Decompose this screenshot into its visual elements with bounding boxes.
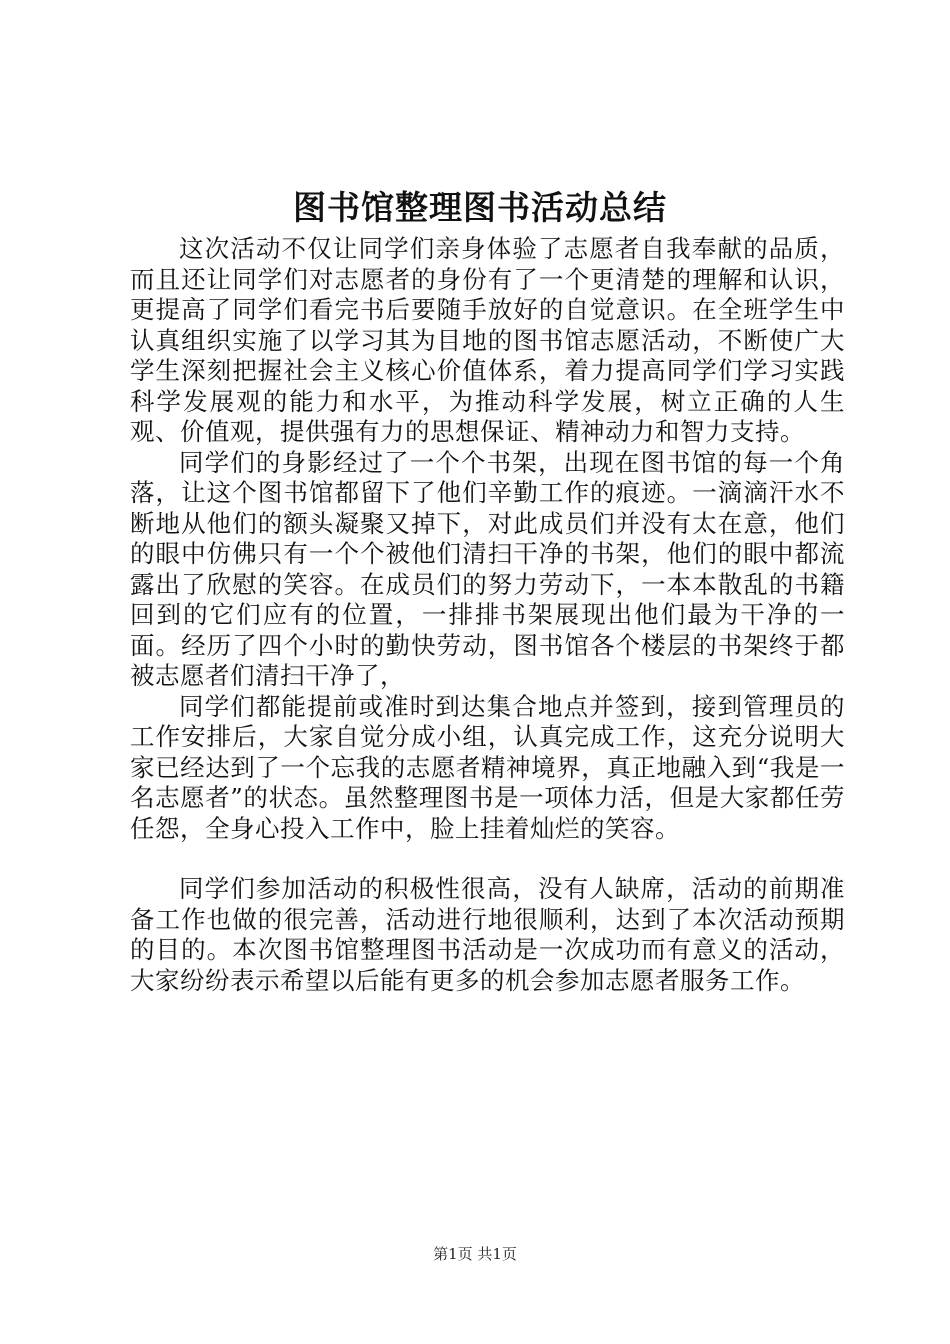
- page-footer: 第1页 共1页: [433, 1245, 517, 1263]
- document-title: 图书馆整理图书活动总结: [293, 188, 667, 227]
- document-body: [130, 234, 845, 996]
- paragraph-3: 同学们都能提前或准时到达集合地点并签到，接到管理员的工作安排后，大家自觉分成小组，认真完成工作，这充分说明大家已经达到了一个忘我的志愿者精神境界，真正地融入到“我是一名志愿者”的状态。虽然整理图书是一项体力活，但是大家都任劳任怨，全身心投入工作中，脸上挂着灿烂的笑容。: [130, 691, 845, 843]
- paragraph-4: 同学们参加活动的积极性很高，没有人缺席，活动的前期准备工作也做的很完善，活动进行地很顺利，达到了本次活动预期的目的。本次图书馆整理图书活动是一次成功而有意义的活动，大家纷纷表示希望以后能有更多的机会参加志愿者服务工作。: [130, 874, 845, 995]
- paragraph-1: 这次活动不仅让同学们亲身体验了志愿者自我奉献的品质，而且还让同学们对志愿者的身份有了一个更清楚的理解和认识，更提高了同学们看完书后要随手放好的自觉意识。在全班学生中认真组织实施了以学习其为目地的图书馆志愿活动，不断使广大学生深刻把握社会主义核心价值体系，着力提高同学们学习实践科学发展观的能力和水平，为推动科学发展，树立正确的人生观、价值观，提供强有力的思想保证、精神动力和智力支持。: [130, 234, 845, 446]
- paragraph-2: 同学们的身影经过了一个个书架，出现在图书馆的每一个角落，让这个图书馆都留下了他们辛勤工作的痕迹。一滴滴汗水不断地从他们的额头凝聚又掉下，对此成员们并没有太在意，他们的眼中仿佛只有一个个被他们清扫干净的书架，他们的眼中都流露出了欣慰的笑容。在成员们的努力劳动下，一本本散乱的书籍回到的它们应有的位置，一排排书架展现出他们最为干净的一面。经历了四个小时的勤快劳动，图书馆各个楼层的书架终于都被志愿者们清扫干净了，: [130, 447, 845, 690]
